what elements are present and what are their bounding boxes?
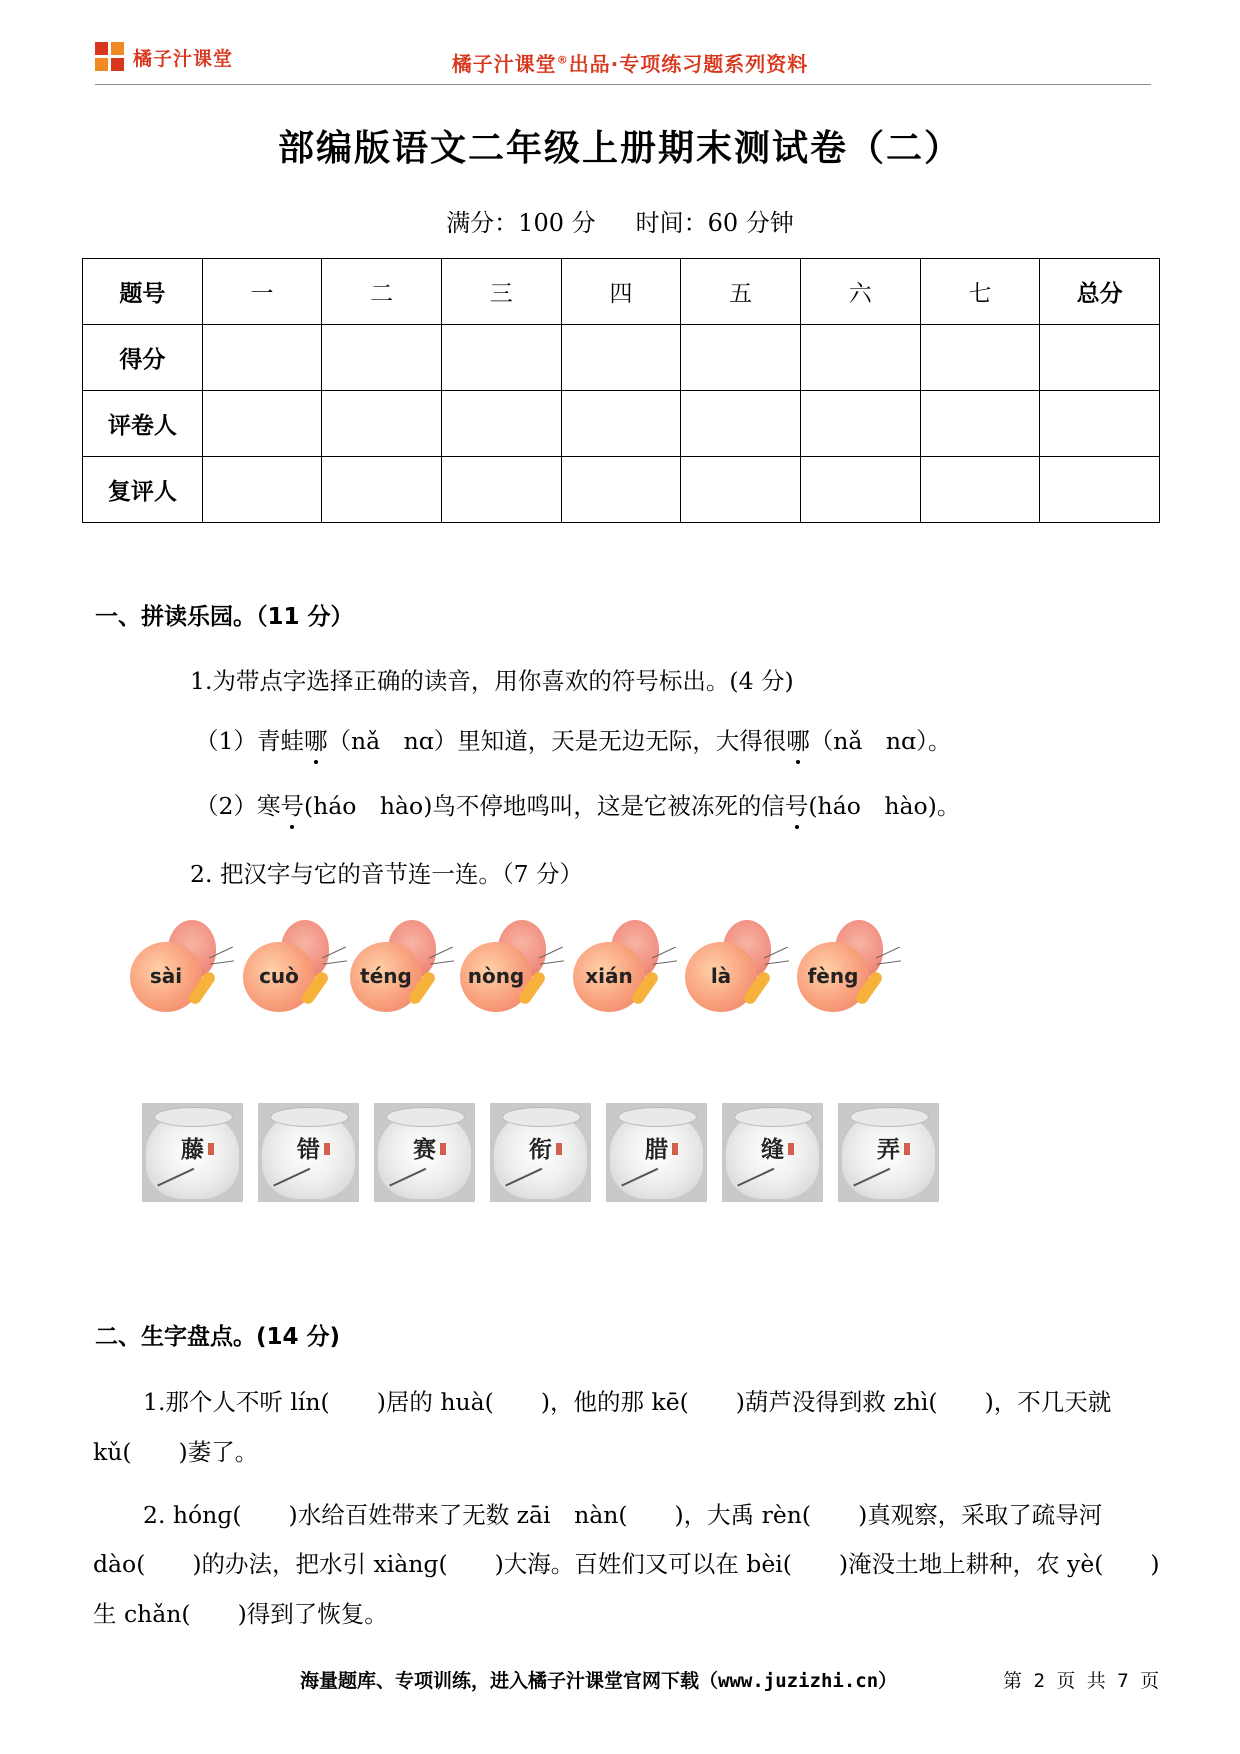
page-number: 第 2 页 共 7 页 <box>1003 1670 1160 1692</box>
header-caption: 橘子汁课堂®出品·专项练习题系列资料 <box>451 52 809 76</box>
score-cell <box>202 325 322 391</box>
jar-row <box>142 1103 942 1203</box>
question-1: 1.为带点字选择正确的读音，用你喜欢的符号标出。(4 分) <box>190 667 794 695</box>
butterfly-pinyin-card <box>797 920 902 1020</box>
page-title: 部编版语文二年级上册期末测试卷（二） <box>277 128 962 169</box>
full-score: 满分：100 分 <box>446 209 596 237</box>
section2-q2-line3: 生 chǎn( )得到了恢复。 <box>93 1600 388 1628</box>
section2-q2-line2: dào( )的办法，把水引 xiànɡ( )大海。百姓们又可以在 bèi( )淹没土地上耕种，农 yè( ) <box>93 1550 1160 1578</box>
footer-text: 海量题库、专项训练，进入橘子汁课堂官网下载（www.juzizhi.cn） <box>300 1670 898 1692</box>
score-cell <box>561 391 681 457</box>
section2-q1-line2: kǔ( )萎了。 <box>93 1438 259 1466</box>
score-table <box>82 258 1160 523</box>
butterfly-pinyin-card <box>685 920 790 1020</box>
exam-time: 时间：60 分钟 <box>635 209 794 237</box>
table-row <box>83 325 1160 391</box>
score-cell <box>800 391 920 457</box>
score-cell <box>441 391 561 457</box>
score-cell <box>202 391 322 457</box>
score-cell <box>800 457 920 523</box>
table-header-cell: 题号 <box>83 259 203 325</box>
exam-info <box>0 203 1240 238</box>
jar-character-card <box>490 1103 591 1202</box>
butterfly-pinyin-card <box>350 920 455 1020</box>
pinyin-label: sài <box>149 964 183 988</box>
table-row <box>83 457 1160 523</box>
question-2: 2. 把汉字与它的音节连一连。（7 分） <box>190 860 584 888</box>
row-label: 评卷人 <box>83 391 203 457</box>
score-cell <box>920 457 1040 523</box>
score-cell <box>561 325 681 391</box>
score-cell <box>1040 391 1160 457</box>
row-label: 得分 <box>83 325 203 391</box>
table-header-cell: 一 <box>202 259 322 325</box>
table-header-cell: 三 <box>441 259 561 325</box>
jar-character-card <box>258 1103 359 1202</box>
jar-character-card <box>838 1103 939 1202</box>
butterfly-row <box>130 920 910 1020</box>
score-cell <box>441 325 561 391</box>
score-cell <box>561 457 681 523</box>
jar-character-card <box>606 1103 707 1202</box>
score-cell <box>1040 325 1160 391</box>
logo-icon <box>95 42 125 72</box>
character-label: 错 <box>297 1137 320 1163</box>
table-header-cell: 二 <box>322 259 442 325</box>
score-cell <box>920 391 1040 457</box>
pinyin-label: cuò <box>259 964 299 988</box>
character-label: 缝 <box>761 1137 784 1163</box>
score-cell <box>322 325 442 391</box>
character-label: 弄 <box>877 1137 900 1163</box>
butterfly-pinyin-card <box>460 920 565 1020</box>
pinyin-label: là <box>710 964 732 988</box>
brand-logo <box>95 42 233 72</box>
jar-character-card <box>142 1103 243 1202</box>
dotted-char: 号 <box>280 787 304 821</box>
pinyin-label: xián <box>585 964 633 988</box>
jar-character-card <box>722 1103 823 1202</box>
dotted-char: 哪 <box>304 722 328 756</box>
row-label: 复评人 <box>83 457 203 523</box>
score-cell <box>202 457 322 523</box>
score-cell <box>322 457 442 523</box>
dotted-char: 号 <box>785 787 809 821</box>
score-cell <box>681 457 801 523</box>
score-cell <box>322 391 442 457</box>
score-cell <box>1040 457 1160 523</box>
character-label: 衔 <box>529 1137 552 1163</box>
section2-q1-line1: 1.那个人不听 lín( )居的 huà( )，他的那 kē( )葫芦没得到救 zhì( )，不几天就 <box>143 1388 1112 1416</box>
table-header-cell: 四 <box>561 259 681 325</box>
character-label: 腊 <box>645 1137 668 1163</box>
table-header-row <box>83 259 1160 325</box>
butterfly-pinyin-card <box>243 920 348 1020</box>
table-header-cell: 总分 <box>1040 259 1160 325</box>
header-divider <box>95 84 1151 85</box>
score-cell <box>441 457 561 523</box>
character-label: 赛 <box>413 1137 436 1163</box>
section1-heading: 一、拼读乐园。（11 分） <box>95 604 354 630</box>
character-label: 藤 <box>181 1137 204 1163</box>
section2-heading: 二、生字盘点。(14 分) <box>95 1324 341 1350</box>
table-header-cell: 七 <box>920 259 1040 325</box>
table-header-cell: 五 <box>681 259 801 325</box>
logo-text: 橘子汁课堂 <box>133 47 234 70</box>
jar-character-card <box>374 1103 475 1202</box>
table-row <box>83 391 1160 457</box>
dotted-char: 哪 <box>786 722 810 756</box>
table-header-cell: 六 <box>800 259 920 325</box>
pinyin-label: fèng <box>807 964 859 988</box>
question-1-2: （2）寒号(háo hào)鸟不停地鸣叫，这是它被冻死的信号(háo hào)。 <box>195 787 960 821</box>
section2-q2-line1: 2. hónɡ( )水给百姓带来了无数 zāi nàn( )，大禹 rèn( )真观察，采取了疏导河 <box>143 1501 1103 1529</box>
butterfly-pinyin-card <box>130 920 235 1020</box>
score-cell <box>681 391 801 457</box>
score-cell <box>920 325 1040 391</box>
score-cell <box>681 325 801 391</box>
question-1-1: （1）青蛙哪（nǎ nɑ）里知道，天是无边无际，大得很哪（nǎ nɑ）。 <box>195 722 951 756</box>
pinyin-label: téng <box>360 964 412 988</box>
butterfly-pinyin-card <box>573 920 678 1020</box>
score-cell <box>800 325 920 391</box>
pinyin-label: nòng <box>467 964 525 988</box>
